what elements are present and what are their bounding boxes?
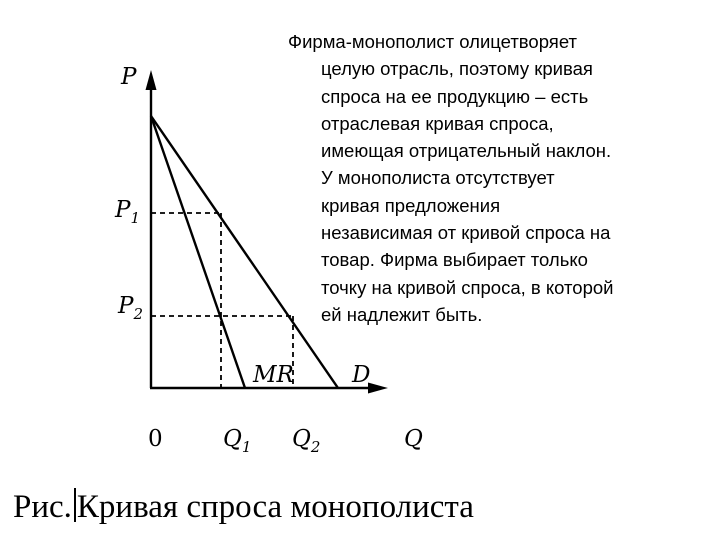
text-line: отраслевая кривая спроса,: [321, 112, 554, 134]
quantity-axis-arrow: [368, 383, 388, 394]
mr-label: MR: [253, 362, 294, 388]
text-line: У монополиста отсутствует: [321, 167, 555, 189]
price-axis-arrow: [146, 70, 157, 90]
text-line: спроса на ее продукцию – есть: [321, 85, 589, 107]
text-line: ей надлежит быть.: [321, 303, 483, 325]
text-line: имеющая отрицательный наклон.: [321, 140, 612, 162]
q2-label: $Q_2$: [292, 426, 321, 456]
caption-prefix: Рис.: [13, 489, 72, 525]
p2-label: $P_2$: [118, 293, 144, 323]
figure-caption: [13, 488, 474, 526]
text-line: целую отрасль, поэтому кривая: [321, 58, 593, 80]
marginal-revenue-curve: [151, 116, 245, 388]
explanation-text: [288, 28, 678, 328]
text-line: независимая от кривой спроса на: [321, 222, 611, 244]
caption-title: Кривая спроса монополиста: [76, 489, 474, 525]
text-line: товар. Фирма выбирает только: [321, 249, 588, 271]
text-line: точку на кривой спроса, в которой: [321, 276, 614, 298]
origin-label: 0: [148, 426, 163, 452]
price-axis-label: P: [121, 64, 137, 90]
quantity-axis-label: Q: [404, 426, 423, 452]
text-line: Фирма-монополист олицетворяет: [288, 31, 577, 52]
demand-label: D: [352, 362, 371, 388]
q1-label: $Q_1$: [223, 426, 252, 456]
p1-label: $P_1$: [115, 197, 141, 227]
text-line: кривая предложения: [321, 194, 501, 216]
text-cursor: [74, 488, 76, 522]
